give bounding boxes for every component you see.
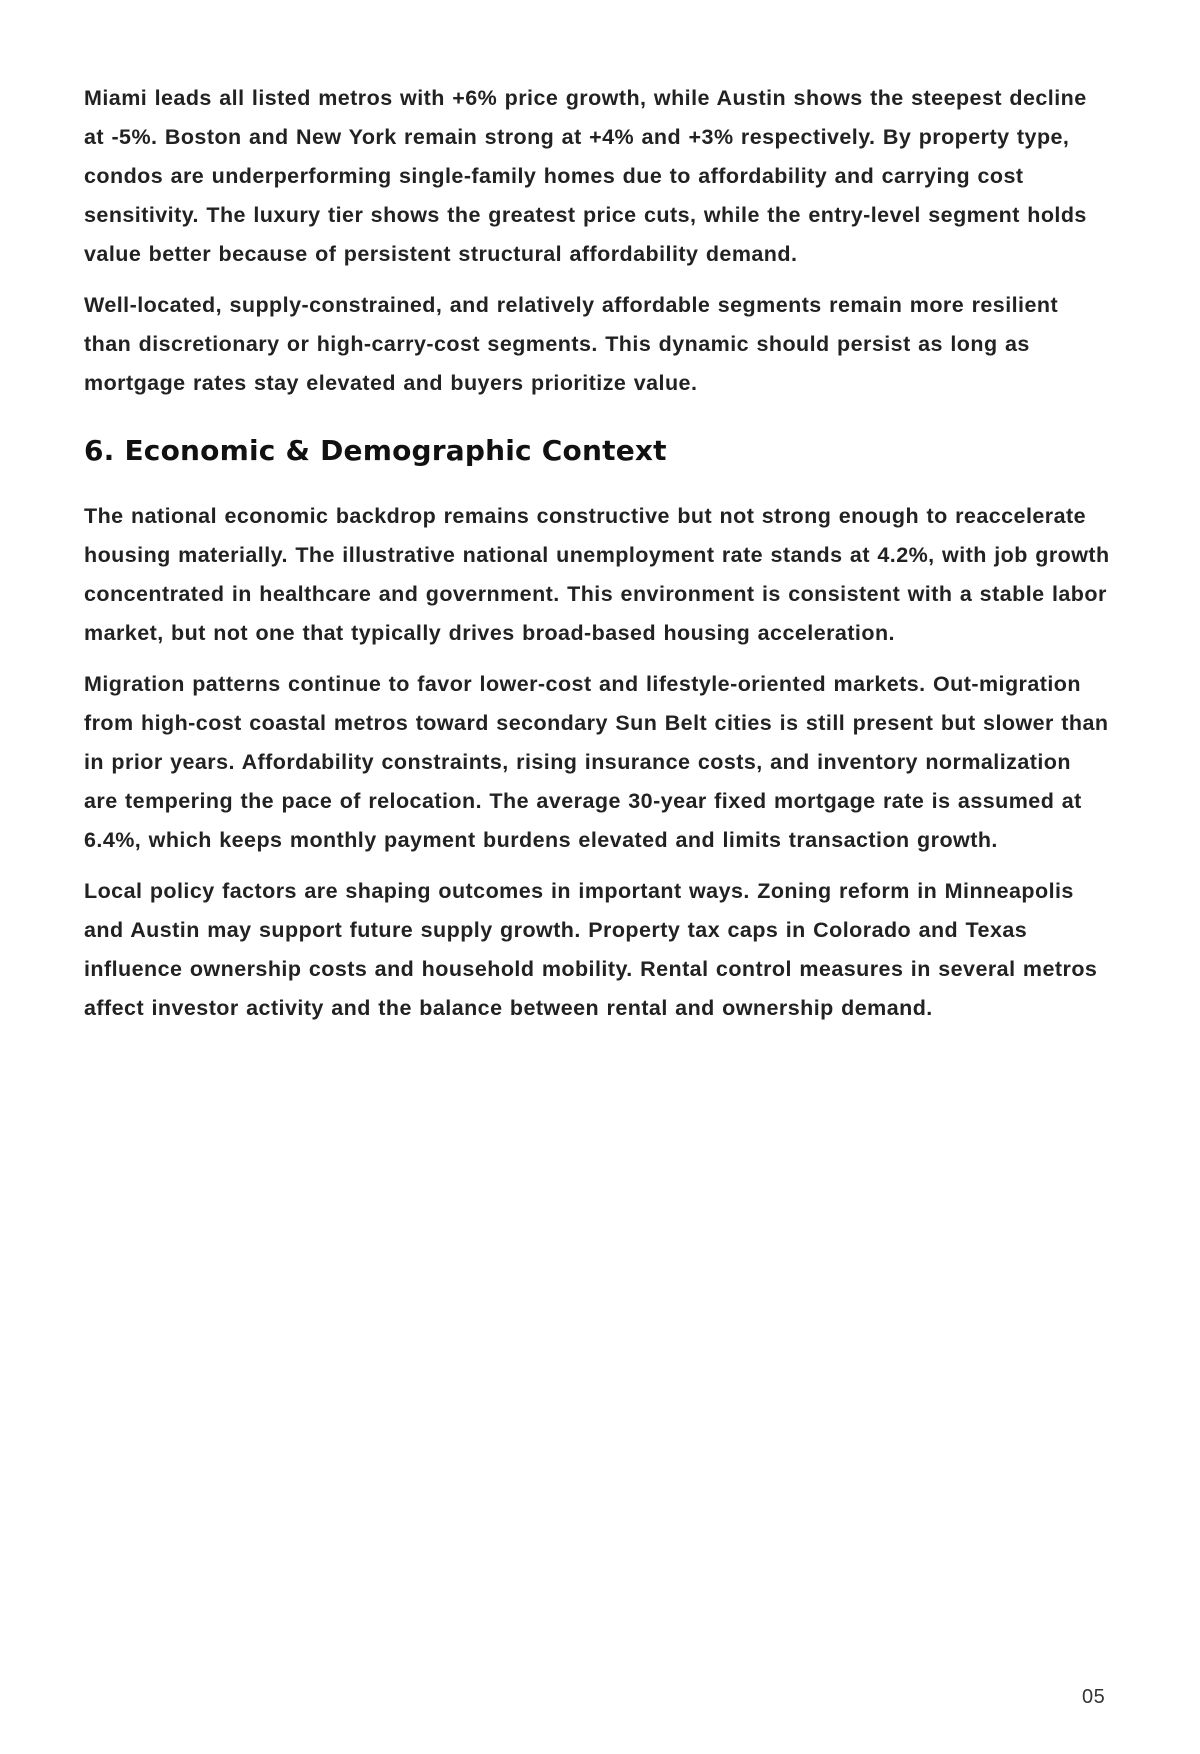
document-page [84,79,1110,1040]
body-paragraph: Migration patterns continue to favor lower-cost and lifestyle-oriented markets. Out-migration from high-cost coastal metros toward secondary Sun Belt cities is still present but slower than in prior years. Affordability constraints, rising insurance costs, and inventory normalization are tempering the pace of relocation. The average 30-year fixed mortgage rate is assumed at 6.4%, which keeps monthly payment burdens elevated and limits transaction growth. [84,672,1109,852]
body-paragraph: Miami leads all listed metros with +6% price growth, while Austin shows the steepest decline at -5%. Boston and New York remain strong at +4% and +3% respectively. By property type, condos are underperforming single-family homes due to affordability and carrying cost sensitivity. The luxury tier shows the greatest price cuts, while the entry-level segment holds value better because of persistent structural affordability demand. [84,86,1087,266]
body-paragraph: The national economic backdrop remains constructive but not strong enough to reaccelerate housing materially. The illustrative national unemployment rate stands at 4.2%, with job growth concentrated in healthcare and government. This environment is consistent with a stable labor market, but not one that typically drives broad-based housing acceleration. [84,504,1110,645]
body-paragraph: Local policy factors are shaping outcomes in important ways. Zoning reform in Minneapolis and Austin may support future supply growth. Property tax caps in Colorado and Texas influence ownership costs and household mobility. Rental control measures in several metros affect investor activity and the balance between rental and ownership demand. [84,879,1098,1020]
section-heading: 6. Economic & Demographic Context [84,434,667,467]
page-number: 05 [1082,1686,1106,1708]
body-paragraph: Well-located, supply-constrained, and relatively affordable segments remain more resilient than discretionary or high-carry-cost segments. This dynamic should persist as long as mortgage rates stay elevated and buyers prioritize value. [84,293,1059,395]
